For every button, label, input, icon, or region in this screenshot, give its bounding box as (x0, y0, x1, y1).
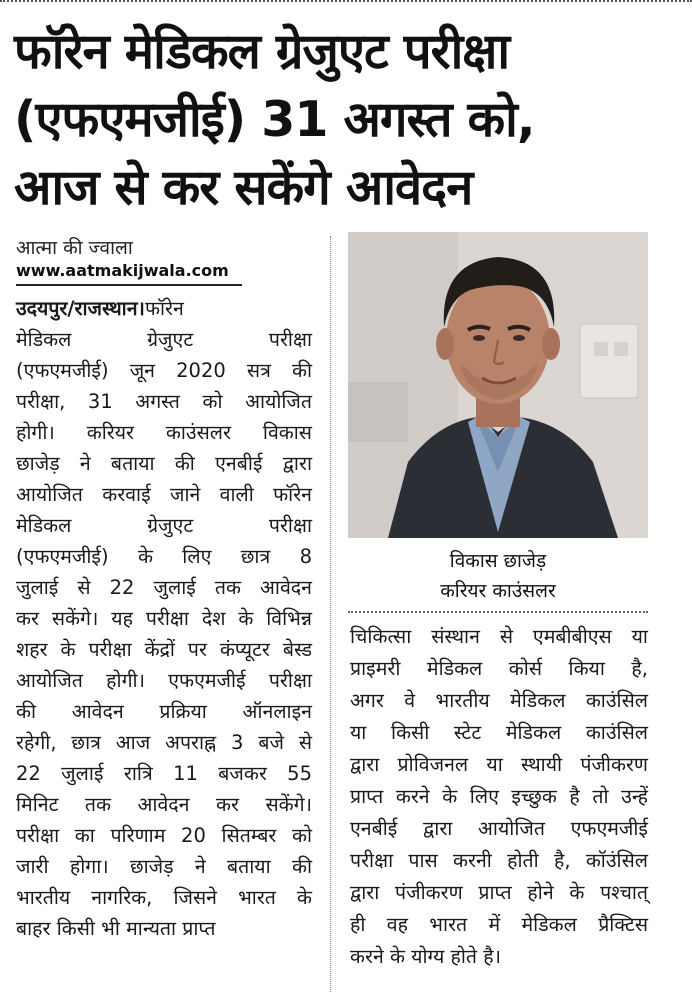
article-line: जुलाई से 22 जुलाई तक आवेदन (16, 576, 312, 599)
dateline: उदयपुर/राजस्थान। (16, 297, 145, 320)
article-column-left (16, 293, 312, 944)
article-line: आयोजित करवाई जाने वाली फॉरेन (16, 483, 312, 506)
caption-rule (348, 611, 648, 613)
caption-name: विकास छाजेड़ (449, 550, 547, 572)
headline-line: फॉरेन मेडिकल ग्रेजुएट परीक्षा (14, 23, 510, 80)
article-line: की आवेदन प्रक्रिया ऑनलाइन (16, 700, 312, 723)
headline (14, 18, 678, 222)
top-dotted-rule (0, 0, 692, 2)
article-line: प्राप्त करने के लिए इच्छुक है तो उन्हें (350, 785, 648, 808)
article-line: (एफएमजीई) के लिए छात्र 8 (16, 545, 312, 568)
article-line: भारतीय नागरिक, जिसने भारत के (16, 886, 312, 909)
article-line: अगर वे भारतीय मेडिकल काउंसिल (350, 689, 648, 712)
article-line-text: फॉरेन (144, 297, 184, 320)
headline-line: आज से कर सकेंगे आवेदन (14, 159, 473, 216)
byline-url: www.aatmakijwala.com (16, 261, 229, 280)
article-line: बाहर किसी भी मान्यता प्राप्त (16, 917, 216, 940)
byline (16, 236, 246, 282)
article-line: परीक्षा का परिणाम 20 सितम्बर को (16, 824, 312, 847)
portrait-photo (348, 232, 648, 538)
article-line: प्राइमरी मेडिकल कोर्स किया है, (350, 657, 648, 680)
article-column-right (350, 621, 648, 973)
article-line: मेडिकल ग्रेजुएट परीक्षा (16, 514, 312, 537)
article-line: परीक्षा, 31 अगस्त को आयोजित (16, 390, 312, 413)
portrait-illustration (348, 232, 648, 538)
article-line: होगी। करियर काउंसलर विकास (16, 421, 312, 444)
article-line: द्वारा प्रोविजनल या स्थायी पंजीकरण (350, 753, 648, 776)
caption-title: करियर काउंसलर (440, 580, 556, 602)
byline-source: आत्मा की ज्वाला (16, 237, 133, 259)
article-line: जारी होगा। छाजेड़ ने बताया की (16, 855, 312, 878)
article-line: परीक्षा पास करनी होती है, कॉउंसिल (350, 849, 648, 872)
article-line: करने के योग्य होते है। (350, 945, 501, 968)
article-line: चिकित्सा संस्थान से एमबीबीएस या (350, 625, 648, 648)
article-line: छाजेड़ ने बताया की एनबीई द्वारा (16, 452, 312, 475)
article-line: रहेगी, छात्र आज अपराह्न 3 बजे से (16, 731, 312, 754)
article-line: 22 जुलाई रात्रि 11 बजकर 55 (16, 762, 312, 785)
article-line (16, 293, 312, 324)
article-line: आयोजित होगी। एफएमजीई परीक्षा (16, 669, 312, 692)
article-line: मिनिट तक आवेदन कर सकेंगे। (16, 793, 312, 816)
headline-line: (एफएमजीई) 31 अगस्त को, (14, 91, 535, 148)
article-line: मेडिकल ग्रेजुएट परीक्षा (16, 328, 312, 351)
article-line: एनबीई द्वारा आयोजित एफएमजीई (350, 817, 648, 840)
article-line: या किसी स्टेट मेडिकल काउंसिल (350, 721, 648, 744)
article-line: शहर के परीक्षा केंद्रों पर कंप्यूटर बेस्ड (16, 638, 312, 661)
article-line: ही वह भारत में मेडिकल प्रैक्टिस (350, 913, 648, 936)
column-divider (330, 236, 331, 992)
article-line: कर सकेंगे। यह परीक्षा देश के विभिन्न (16, 607, 312, 630)
byline-rule (16, 284, 242, 286)
article-line: (एफएमजीई) जून 2020 सत्र की (16, 359, 312, 382)
article-line: द्वारा पंजीकरण प्राप्त होने के पश्चात् (350, 881, 648, 904)
photo-caption (348, 546, 648, 606)
